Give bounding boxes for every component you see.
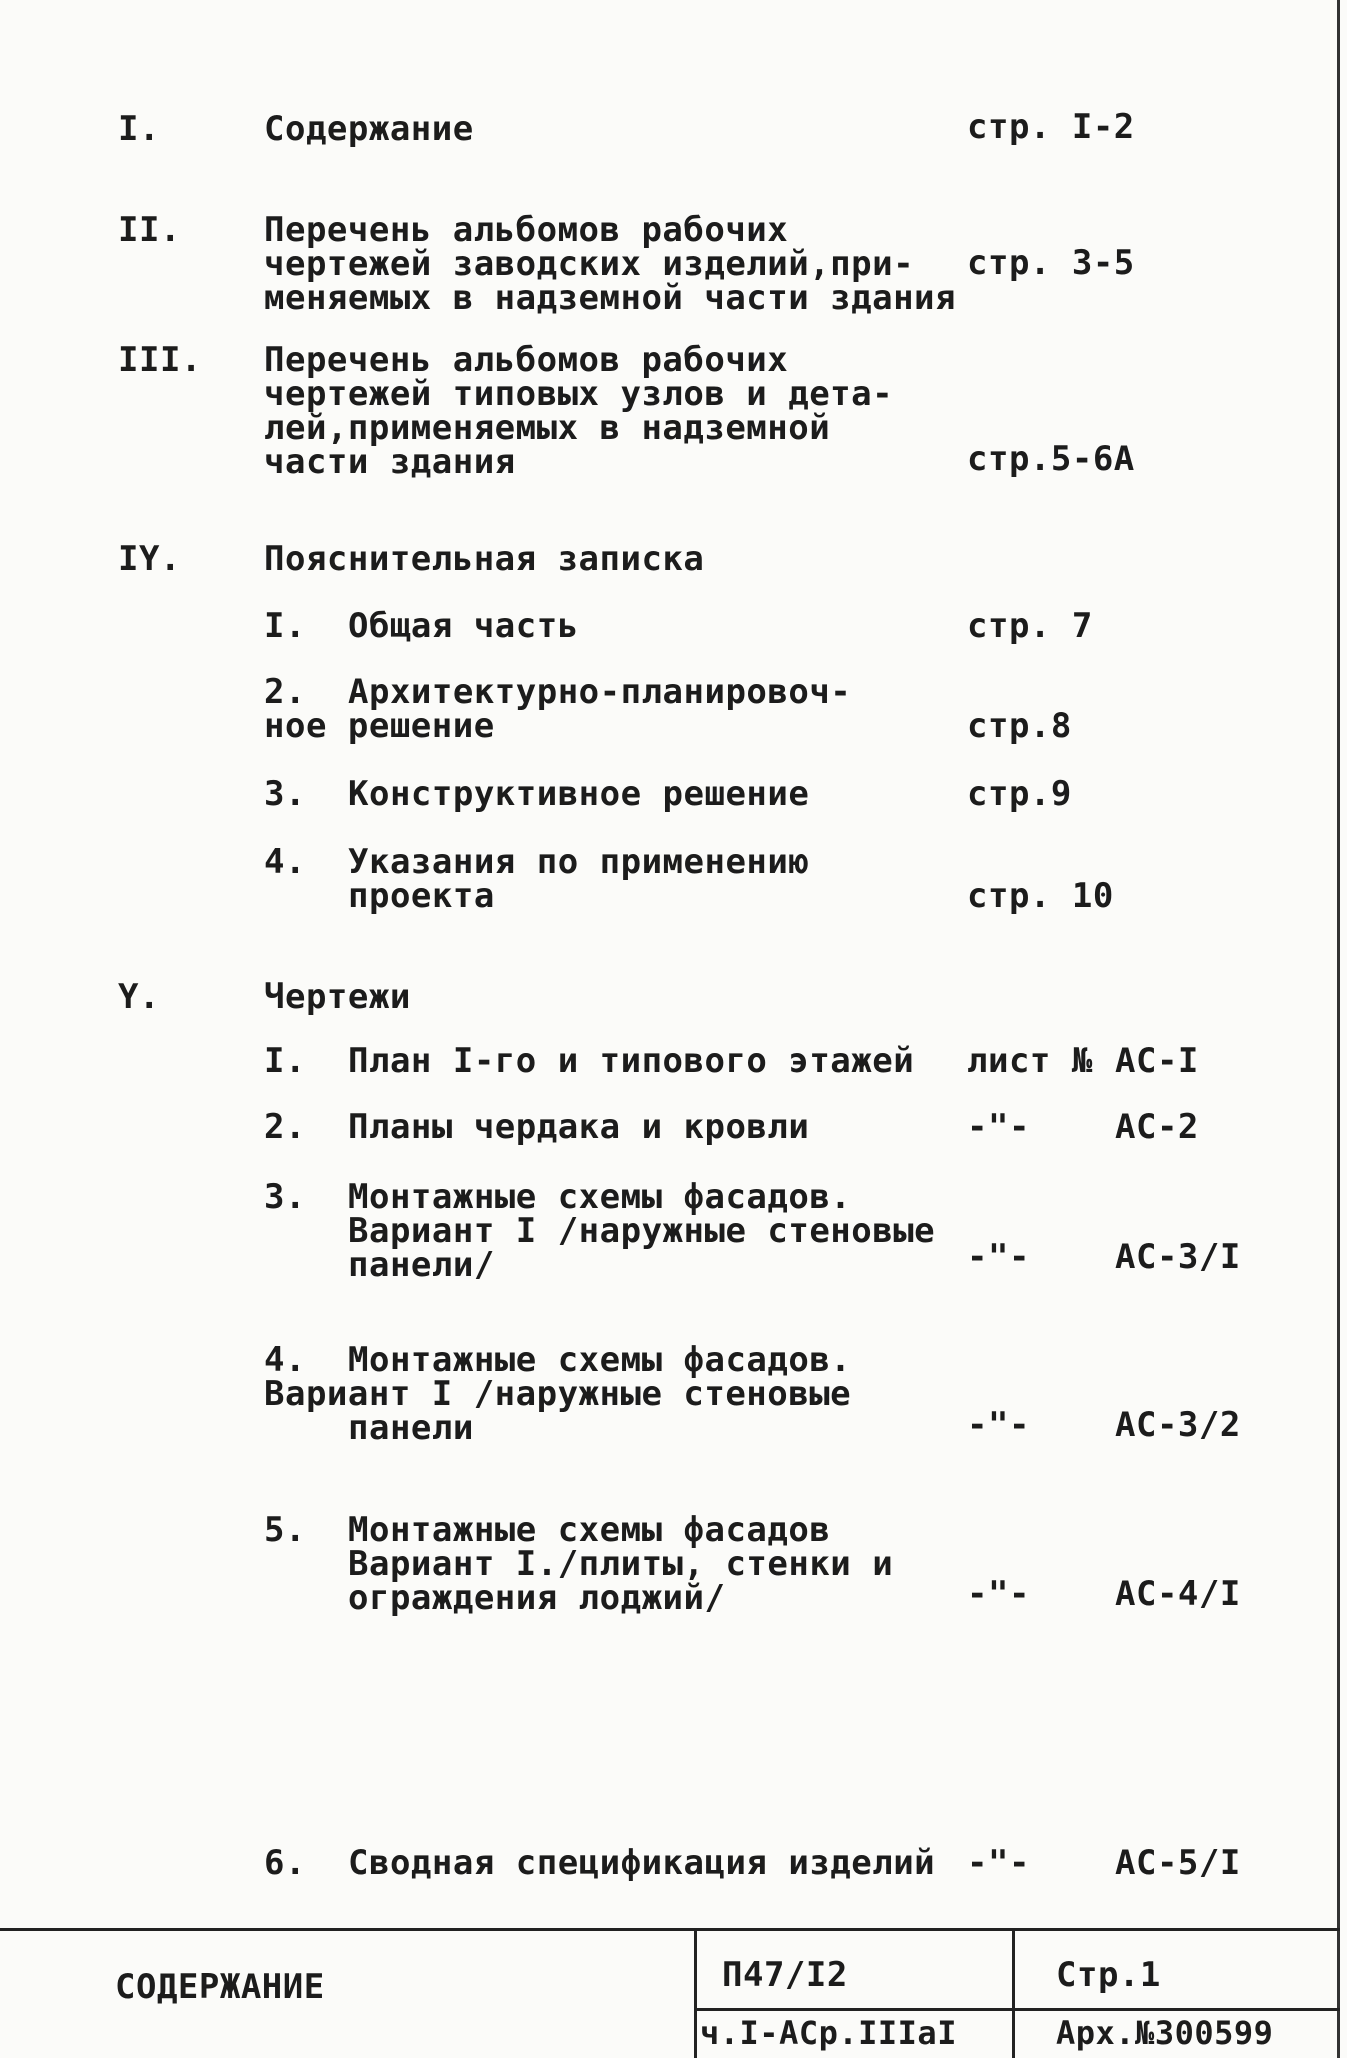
- item-page: стр.8: [967, 706, 1072, 746]
- drawing-sheet: АС-2: [1115, 1107, 1199, 1147]
- item-number: 2.: [264, 672, 306, 712]
- drawing-ref: -"-: [967, 1405, 1030, 1445]
- drawing-number: 3.: [264, 1177, 306, 1217]
- drawing-number: 5.: [264, 1510, 306, 1550]
- drawing-title: Планы чердака и кровли: [348, 1107, 810, 1147]
- stamp-title: СОДЕРЖАНИЕ: [115, 1967, 325, 2007]
- drawing-sheet: АС-5/I: [1115, 1843, 1241, 1883]
- stamp-code: П47/I2: [722, 1955, 848, 1995]
- drawing-title: Сводная спецификация изделий: [348, 1843, 936, 1883]
- drawing-ref: -"-: [967, 1843, 1030, 1883]
- stamp-archive: Арх.№300599: [1056, 2014, 1274, 2052]
- drawing-ref: -"-: [967, 1107, 1030, 1147]
- drawing-title-line: Вариант I /наружные стеновые: [264, 1374, 852, 1414]
- drawing-sheet: АС-I: [1115, 1041, 1199, 1081]
- section-title: Пояснительная записка: [264, 539, 705, 579]
- item-page: стр. 7: [967, 606, 1093, 646]
- drawing-number: 6.: [264, 1843, 306, 1883]
- item-number: 4.: [264, 842, 306, 882]
- stamp-top-line: [0, 1928, 1340, 1931]
- drawing-title-line: панели: [348, 1408, 474, 1448]
- item-title: Общая часть: [348, 606, 579, 646]
- drawing-title: Монтажные схемы фасадов.: [348, 1340, 852, 1380]
- drawing-ref: лист №: [967, 1041, 1093, 1081]
- section-title: Перечень альбомов рабочих чертежей заводских изделий,при- меняемых в надземной части здания: [264, 210, 957, 318]
- section-page: стр. 3-5: [967, 243, 1135, 283]
- drawing-sheet: АС-4/I: [1115, 1574, 1241, 1614]
- stamp-mid-line: [694, 2008, 1340, 2011]
- drawing-title: Монтажные схемы фасадов. Вариант I /наружные стеновые панели/: [348, 1177, 936, 1285]
- page-border-right: [1337, 0, 1340, 2058]
- section-page: стр.5-6А: [967, 439, 1135, 479]
- section-page: стр. I-2: [967, 107, 1135, 147]
- item-title: Архитектурно-планировоч- ное решение: [264, 672, 852, 746]
- item-number: I.: [264, 606, 306, 646]
- drawing-ref: -"-: [967, 1574, 1030, 1614]
- item-title: Конструктивное решение: [348, 774, 810, 814]
- item-number: 3.: [264, 774, 306, 814]
- stamp-sub-code: ч.I-АСр.IIIaI: [700, 2014, 957, 2052]
- drawing-sheet: АС-3/I: [1115, 1237, 1241, 1277]
- stamp-divider-2: [1012, 1928, 1015, 2058]
- section-title: Содержание: [264, 109, 474, 149]
- drawing-sheet: АС-3/2: [1115, 1405, 1241, 1445]
- section-number: II.: [118, 210, 181, 250]
- section-number: IY.: [118, 539, 181, 579]
- item-page: стр.9: [967, 774, 1072, 814]
- drawing-number: 4.: [264, 1340, 306, 1380]
- drawing-number: 2.: [264, 1107, 306, 1147]
- title-block: [0, 1928, 1340, 2058]
- stamp-sheet: Стр.1: [1056, 1955, 1161, 1995]
- section-number: I.: [118, 109, 160, 149]
- section-number: III.: [118, 340, 202, 380]
- section-title: Чертежи: [264, 977, 411, 1017]
- section-number: Y.: [118, 977, 160, 1017]
- stamp-divider-1: [694, 1928, 697, 2058]
- section-title: Перечень альбомов рабочих чертежей типовых узлов и дета- лей,применяемых в надземной части здания: [264, 340, 894, 482]
- drawing-title: Монтажные схемы фасадов Вариант I./плиты, стенки и ограждения лоджий/: [348, 1510, 894, 1618]
- drawing-title: План I-го и типового этажей: [348, 1041, 915, 1081]
- drawing-number: I.: [264, 1041, 306, 1081]
- drawing-ref: -"-: [967, 1237, 1030, 1277]
- item-title: Указания по применению проекта: [348, 842, 810, 916]
- item-page: стр. 10: [967, 876, 1114, 916]
